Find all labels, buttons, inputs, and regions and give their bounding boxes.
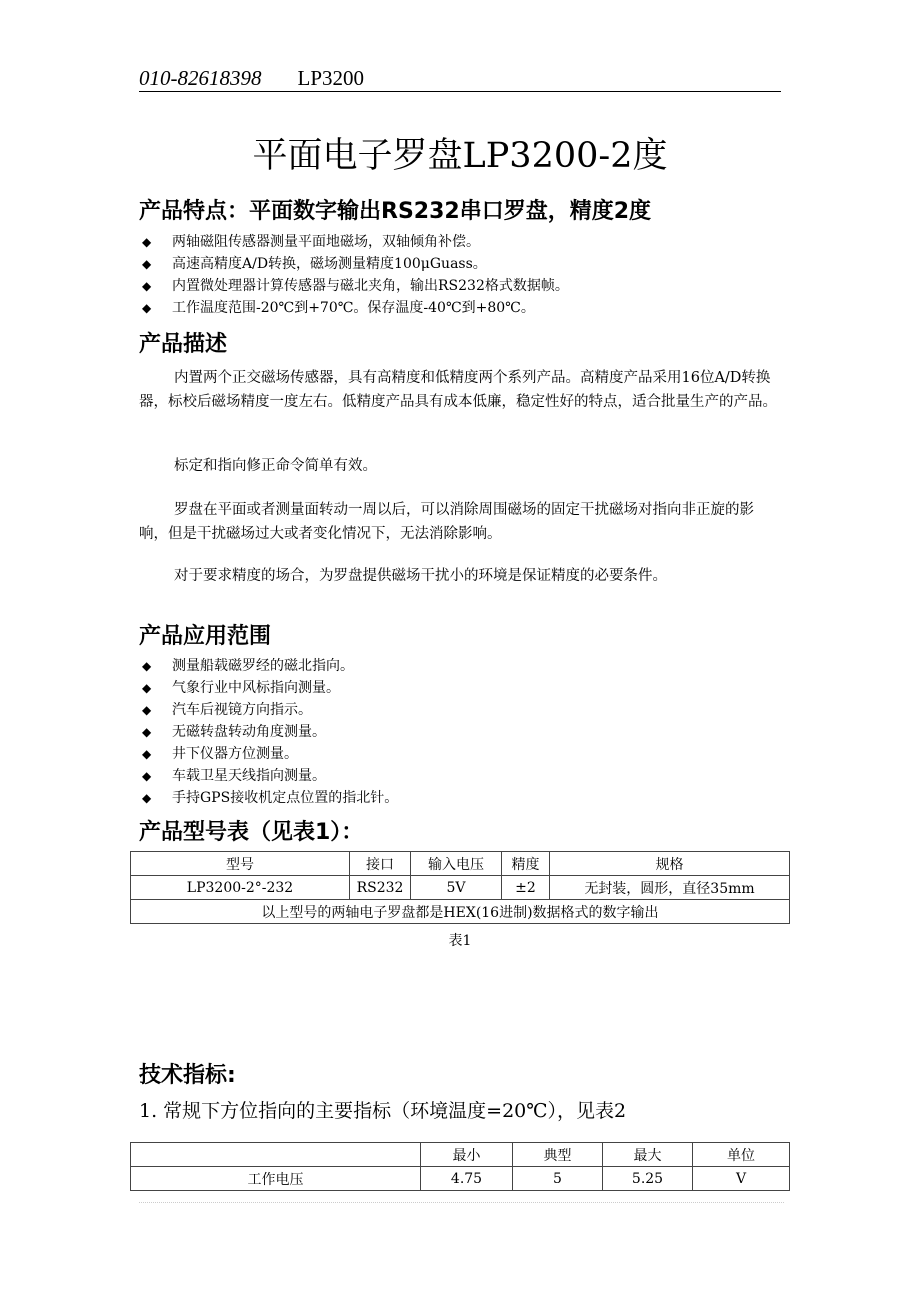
list-item: ◆ 内置微处理器计算传感器与磁北夹角，输出RS232格式数据帧。 xyxy=(142,275,569,297)
diamond-bullet-icon: ◆ xyxy=(142,725,152,739)
list-item: ◆ 两轴磁阻传感器测量平面地磁场，双轴倾角补偿。 xyxy=(142,231,569,253)
specs-table xyxy=(130,1142,790,1191)
description-paragraph: 罗盘在平面或者测量面转动一周以后，可以消除周围磁场的固定干扰磁场对指向非正旋的影响，但是干扰磁场过大或者变化情况下，无法消除影响。 xyxy=(139,502,754,542)
table-cell: 5.25 xyxy=(603,1167,693,1191)
table-cell: 典型 xyxy=(513,1143,603,1167)
applications-list xyxy=(142,655,398,809)
page-divider xyxy=(139,1202,784,1203)
list-item: ◆ 无磁转盘转动角度测量。 xyxy=(142,721,398,743)
specs-heading: 技术指标: xyxy=(139,1063,236,1088)
table-cell: 型号 xyxy=(131,852,350,876)
table-cell: 规格 xyxy=(550,852,790,876)
table-cell: 最小 xyxy=(421,1143,513,1167)
table-cell: 5 xyxy=(513,1167,603,1191)
table-cell: ±2 xyxy=(502,876,550,900)
description-paragraph: 标定和指向修正命令简单有效。 xyxy=(174,458,377,474)
table-cell: 精度 xyxy=(502,852,550,876)
diamond-bullet-icon: ◆ xyxy=(142,301,152,315)
table-cell: 单位 xyxy=(693,1143,790,1167)
diamond-bullet-icon: ◆ xyxy=(142,791,152,805)
table-cell: 输入电压 xyxy=(411,852,502,876)
list-item: ◆ 工作温度范围-20℃到+70℃。保存温度-40℃到+80℃。 xyxy=(142,297,569,319)
list-item: ◆ 气象行业中风标指向测量。 xyxy=(142,677,398,699)
table-cell xyxy=(131,1143,421,1167)
list-item: ◆ 高速高精度A/D转换，磁场测量精度100μGuass。 xyxy=(142,253,569,275)
table-cell: 最大 xyxy=(603,1143,693,1167)
diamond-bullet-icon: ◆ xyxy=(142,279,152,293)
table-cell: LP3200-2°-232 xyxy=(131,876,350,900)
list-item: ◆ 汽车后视镜方向指示。 xyxy=(142,699,398,721)
description-paragraph: 内置两个正交磁场传感器，具有高精度和低精度两个系列产品。高精度产品采用16位A/D转换器，标校后磁场精度一度左右。低精度产品具有成本低廉，稳定性好的特点，适合批量生产的产品。 xyxy=(139,370,777,410)
page-header xyxy=(139,66,781,92)
diamond-bullet-icon: ◆ xyxy=(142,257,152,271)
table-header-row xyxy=(131,852,790,876)
list-item: ◆ 手持GPS接收机定点位置的指北针。 xyxy=(142,787,398,809)
table-header-row xyxy=(131,1143,790,1167)
table-note-row xyxy=(131,900,790,924)
applications-heading: 产品应用范围 xyxy=(139,624,272,649)
table-cell: 接口 xyxy=(350,852,411,876)
diamond-bullet-icon: ◆ xyxy=(142,769,152,783)
table-cell: 工作电压 xyxy=(131,1167,421,1191)
table-cell: V xyxy=(693,1167,790,1191)
models-table xyxy=(130,851,790,924)
diamond-bullet-icon: ◆ xyxy=(142,703,152,717)
table-row xyxy=(131,876,790,900)
models-heading: 产品型号表（见表1）： xyxy=(139,820,364,845)
header-model: LP3200 xyxy=(297,66,365,90)
diamond-bullet-icon: ◆ xyxy=(142,747,152,761)
list-item: ◆ 车载卫星天线指向测量。 xyxy=(142,765,398,787)
header-phone: 010-82618398 xyxy=(139,66,262,90)
table-cell: 以上型号的两轴电子罗盘都是HEX(16进制)数据格式的数字输出 xyxy=(131,900,790,924)
description-heading: 产品描述 xyxy=(139,332,228,357)
table-row xyxy=(131,1167,790,1191)
features-heading: 产品特点：平面数字输出RS232串口罗盘，精度2度 xyxy=(139,199,652,224)
list-item: ◆ 井下仪器方位测量。 xyxy=(142,743,398,765)
table-caption: 表1 xyxy=(448,933,472,949)
features-list xyxy=(142,231,569,319)
document-title: 平面电子罗盘LP3200-2度 xyxy=(252,136,668,176)
diamond-bullet-icon: ◆ xyxy=(142,235,152,249)
diamond-bullet-icon: ◆ xyxy=(142,659,152,673)
specs-item-1: 1. 常规下方位指向的主要指标（环境温度=20℃），见表2 xyxy=(139,1100,627,1122)
table-cell: 4.75 xyxy=(421,1167,513,1191)
table-cell: 5V xyxy=(411,876,502,900)
diamond-bullet-icon: ◆ xyxy=(142,681,152,695)
table-cell: 无封装，圆形，直径35mm xyxy=(550,876,790,900)
table-cell: RS232 xyxy=(350,876,411,900)
list-item: ◆ 测量船载磁罗经的磁北指向。 xyxy=(142,655,398,677)
description-paragraph: 对于要求精度的场合，为罗盘提供磁场干扰小的环境是保证精度的必要条件。 xyxy=(174,568,667,584)
